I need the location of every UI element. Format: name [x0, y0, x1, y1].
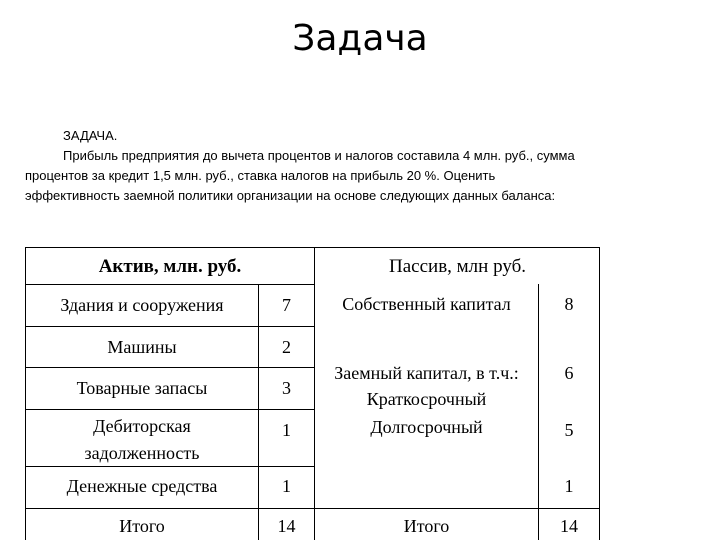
asset-value: 2 — [282, 336, 291, 357]
total-label: Итого — [403, 515, 450, 536]
asset-name: Товарные запасы — [76, 378, 208, 398]
debt-long-value: 1 — [564, 475, 574, 496]
asset-name: Здания и сооружения — [60, 295, 224, 315]
asset-value: 3 — [282, 378, 291, 398]
debt-short-label: Краткосрочный — [366, 389, 487, 409]
liability-header: Пассив, млн руб. — [389, 255, 526, 277]
asset-name: Машины — [107, 336, 177, 357]
task-line-1: Прибыль предприятия до вычета процентов и налогов составила 4 млн. руб., сумма — [63, 148, 575, 163]
asset-value: 1 — [282, 475, 291, 496]
asset-name-line: задолженность — [84, 443, 200, 463]
total-value: 14 — [277, 515, 296, 536]
equity-label: Собственный капитал — [342, 293, 511, 314]
total-value: 14 — [560, 515, 578, 536]
asset-header: Актив, млн. руб. — [98, 255, 242, 277]
asset-name-line: Дебиторская — [93, 416, 191, 436]
debt-short-value: 5 — [564, 419, 574, 440]
task-heading: ЗАДАЧА. — [63, 128, 118, 143]
equity-value: 8 — [564, 293, 574, 314]
debt-label: Заемный капитал, в т.ч.: — [334, 363, 519, 383]
debt-long-label: Долгосрочный — [370, 417, 483, 437]
slide-title: Задача — [292, 18, 428, 59]
task-text — [25, 126, 690, 206]
table-total-divider — [25, 508, 600, 509]
asset-name: Денежные средства — [66, 475, 218, 496]
asset-value: 1 — [282, 419, 291, 440]
asset-value: 7 — [282, 295, 291, 315]
asset-name — [26, 413, 258, 467]
total-label: Итого — [119, 515, 165, 536]
debt-value: 6 — [564, 362, 574, 383]
table-right-border — [599, 247, 600, 540]
task-line-3: эффективность заемной политики организации на основе следующих данных баланса: — [25, 188, 556, 203]
task-line-2: процентов за кредит 1,5 млн. руб., ставка налогов на прибыль 20 %. Оценить — [25, 168, 496, 183]
